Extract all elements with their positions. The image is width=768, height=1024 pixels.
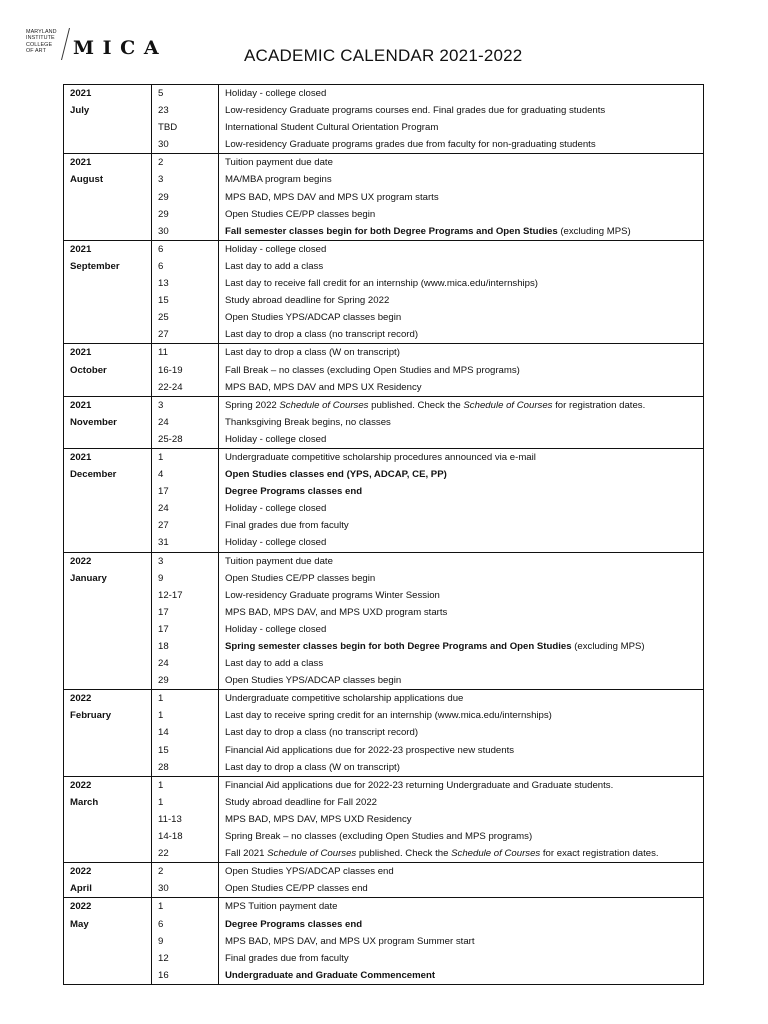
- event-text: Open Studies CE/PP classes begin: [225, 572, 376, 584]
- entry-date: 1: [158, 796, 164, 808]
- event-text: Tuition payment due date: [225, 157, 333, 169]
- entry-date: 22-24: [158, 381, 183, 393]
- event-text: Last day to drop a class (W on transcript): [225, 761, 400, 773]
- event-text: Undergraduate competitive scholarship applications due: [225, 693, 464, 705]
- month-label: August: [70, 174, 104, 186]
- events-cell: [219, 240, 704, 344]
- event-text: Study abroad deadline for Fall 2022: [225, 796, 378, 808]
- logo-mark: M I C A: [73, 37, 160, 59]
- event-text: Open Studies CE/PP classes begin: [225, 208, 376, 220]
- event-text: Final grades due from faculty: [225, 952, 349, 964]
- event-text: Schedule of Courses: [451, 848, 541, 860]
- entry-date: 24: [158, 658, 169, 670]
- entry-event: [219, 967, 703, 984]
- entry-date: 11: [158, 347, 168, 359]
- entry-event: [219, 275, 703, 292]
- year-label: 2022: [70, 779, 92, 791]
- entry-event: [219, 916, 703, 933]
- event-text: Schedule of Courses: [463, 399, 553, 411]
- event-text: MPS BAD, MPS DAV, and MPS UX program Summer start: [225, 935, 475, 947]
- entry-event: [219, 587, 703, 604]
- entry-event: [219, 863, 703, 880]
- month-cell: [64, 240, 152, 344]
- entry-date: 27: [158, 520, 169, 532]
- event-text: MPS BAD, MPS DAV and MPS UX Residency: [225, 381, 422, 393]
- entry-date: 13: [158, 278, 169, 290]
- event-text: Spring Break – no classes (excluding Open Studies and MPS programs): [225, 831, 533, 843]
- entry-date: 2: [158, 866, 164, 878]
- entry-event: [219, 811, 703, 828]
- entry-date: 17: [158, 606, 169, 618]
- logo-line: MARYLAND: [26, 29, 57, 35]
- event-text: Open Studies YPS/ADCAP classes begin: [225, 675, 402, 687]
- event-text: for exact registration dates.: [540, 848, 659, 860]
- entry-date: 29: [158, 191, 169, 203]
- entry-event: [219, 326, 703, 343]
- entry-event: [219, 431, 703, 448]
- entry-event: [219, 379, 703, 396]
- entry-date: 16-19: [158, 364, 183, 376]
- entry-event: [219, 466, 703, 483]
- entry-event: [219, 655, 703, 672]
- year-label: 2022: [70, 866, 92, 878]
- entry-date: 28: [158, 761, 169, 773]
- entry-date: 22: [158, 848, 169, 860]
- entry-event: [219, 171, 703, 188]
- dates-cell: [152, 898, 219, 984]
- entry-event: [219, 707, 703, 724]
- event-text: Financial Aid applications due for 2022-23 returning Undergraduate and Graduate students.: [225, 779, 614, 791]
- event-text: published. Check the: [368, 399, 464, 411]
- year-label: 2021: [70, 399, 92, 411]
- entry-date: 1: [158, 901, 164, 913]
- event-text: published. Check the: [356, 848, 452, 860]
- event-text: Thanksgiving Break begins, no classes: [225, 416, 391, 428]
- event-text: Holiday - college closed: [225, 503, 327, 515]
- month-row-july: [64, 85, 704, 154]
- entry-date: 5: [158, 88, 164, 99]
- entry-date: 15: [158, 295, 169, 307]
- month-label: December: [70, 469, 117, 481]
- month-row-september: [64, 240, 704, 344]
- entry-date: 25: [158, 312, 169, 324]
- entry-date: 17: [158, 623, 169, 635]
- month-cell: [64, 448, 152, 552]
- logo-line: OF ART: [26, 47, 46, 54]
- entry-event: [219, 449, 703, 466]
- dates-cell: [152, 552, 219, 690]
- month-cell: [64, 863, 152, 898]
- event-text: MPS Tuition payment date: [225, 901, 338, 913]
- dates-cell: [152, 690, 219, 776]
- entry-event: [219, 258, 703, 275]
- entry-event: [219, 85, 703, 102]
- entry-date: 16: [158, 969, 169, 981]
- month-row-november: [64, 396, 704, 448]
- entry-date: 17: [158, 486, 169, 498]
- event-text: Open Studies classes end (YPS, ADCAP, CE, PP): [225, 469, 447, 481]
- month-row-march: [64, 776, 704, 862]
- entry-date: 3: [158, 399, 164, 411]
- year-label: 2022: [70, 693, 92, 705]
- event-text: Fall Break – no classes (excluding Open Studies and MPS programs): [225, 364, 520, 376]
- logo-wordmark: [26, 29, 57, 54]
- entry-event: [219, 898, 703, 915]
- event-text: Degree Programs classes end: [225, 918, 363, 930]
- event-text: Last day to receive spring credit for an internship (www.mica.edu/internships): [225, 710, 552, 722]
- entry-event: [219, 950, 703, 967]
- entry-event: [219, 292, 703, 309]
- event-text: Undergraduate and Graduate Commencement: [225, 969, 436, 981]
- entry-date: 6: [158, 918, 164, 930]
- month-row-october: [64, 344, 704, 396]
- entry-event: [219, 534, 703, 551]
- event-text: Low-residency Graduate programs Winter Session: [225, 589, 440, 601]
- event-text: Fall semester classes begin for both Degree Programs and Open Studies: [225, 225, 558, 237]
- entry-event: [219, 742, 703, 759]
- entry-event: [219, 759, 703, 776]
- event-text: for registration dates.: [552, 399, 646, 411]
- year-label: 2022: [70, 555, 92, 567]
- event-text: Degree Programs classes end: [225, 486, 363, 498]
- entry-date: 6: [158, 260, 164, 272]
- academic-calendar-table: [63, 84, 704, 985]
- entry-event: [219, 672, 703, 689]
- entry-date: 11-13: [158, 813, 182, 825]
- event-text: Tuition payment due date: [225, 555, 333, 567]
- entry-date: 4: [158, 469, 164, 481]
- entry-date: 1: [158, 779, 164, 791]
- entry-event: [219, 154, 703, 171]
- month-row-april: [64, 863, 704, 898]
- entry-event: [219, 362, 703, 379]
- events-cell: [219, 552, 704, 690]
- month-cell: [64, 85, 152, 154]
- entry-event: [219, 638, 703, 655]
- entry-event: [219, 690, 703, 707]
- entry-event: [219, 397, 703, 414]
- month-label: October: [70, 364, 107, 376]
- events-cell: [219, 898, 704, 984]
- month-cell: [64, 690, 152, 776]
- event-text: Last day to add a class: [225, 658, 324, 670]
- event-text: Study abroad deadline for Spring 2022: [225, 295, 390, 307]
- entry-event: [219, 241, 703, 258]
- entry-event: [219, 119, 703, 136]
- event-text: Final grades due from faculty: [225, 520, 349, 532]
- event-text: Last day to add a class: [225, 260, 324, 272]
- entry-date: 2: [158, 157, 164, 169]
- month-cell: [64, 552, 152, 690]
- dates-cell: [152, 448, 219, 552]
- entry-event: [219, 604, 703, 621]
- entry-date: 14: [158, 727, 169, 739]
- entry-date: 14-18: [158, 831, 183, 843]
- entry-event: [219, 223, 703, 240]
- event-text: Holiday - college closed: [225, 623, 327, 635]
- events-cell: [219, 396, 704, 448]
- year-label: 2021: [70, 451, 92, 463]
- entry-event: [219, 621, 703, 638]
- event-text: Spring semester classes begin for both Degree Programs and Open Studies: [225, 641, 572, 652]
- event-text: MPS BAD, MPS DAV, and MPS UXD program starts: [225, 606, 448, 618]
- mica-logo: [26, 28, 166, 62]
- event-text: MPS BAD, MPS DAV, MPS UXD Residency: [225, 813, 412, 825]
- entry-date: 18: [158, 641, 169, 652]
- month-label: January: [70, 572, 107, 584]
- entry-date: 1: [158, 693, 164, 705]
- event-text: Spring 2022: [225, 399, 280, 411]
- entry-date: 29: [158, 208, 169, 220]
- month-cell: [64, 154, 152, 240]
- entry-event: [219, 845, 703, 862]
- entry-date: 12: [158, 952, 169, 964]
- entry-date: 30: [158, 139, 169, 151]
- entry-event: [219, 136, 703, 153]
- month-label: May: [70, 918, 89, 930]
- dates-cell: [152, 863, 219, 898]
- entry-event: [219, 553, 703, 570]
- entry-event: [219, 933, 703, 950]
- event-text: Last day to drop a class (no transcript record): [225, 727, 419, 739]
- dates-cell: [152, 776, 219, 862]
- dates-cell: [152, 240, 219, 344]
- month-label: April: [70, 883, 92, 895]
- dates-cell: [152, 396, 219, 448]
- entry-date: 1: [158, 710, 164, 722]
- entry-event: [219, 880, 703, 897]
- dates-cell: [152, 344, 219, 396]
- logo-slash: [61, 28, 70, 60]
- entry-event: [219, 724, 703, 741]
- entry-event: [219, 102, 703, 119]
- entry-date: 1: [158, 451, 164, 463]
- entry-date: TBD: [158, 122, 178, 134]
- entry-date: 29: [158, 675, 169, 687]
- entry-date: 30: [158, 225, 169, 237]
- entry-event: [219, 570, 703, 587]
- month-label: September: [70, 260, 120, 272]
- entry-event: [219, 414, 703, 431]
- year-label: 2021: [70, 88, 92, 99]
- entry-date: 24: [158, 503, 169, 515]
- year-label: 2021: [70, 243, 92, 255]
- event-text: (excluding MPS): [571, 641, 645, 652]
- entry-event: [219, 828, 703, 845]
- entry-date: 24: [158, 416, 169, 428]
- event-text: Low-residency Graduate programs grades due from faculty for non-graduating students: [225, 139, 596, 151]
- year-label: 2022: [70, 901, 92, 913]
- month-label: March: [70, 796, 99, 808]
- events-cell: [219, 85, 704, 154]
- month-row-january: [64, 552, 704, 690]
- year-label: 2021: [70, 347, 92, 359]
- event-text: MPS BAD, MPS DAV and MPS UX program starts: [225, 191, 439, 203]
- event-text: Last day to drop a class (no transcript record): [225, 329, 419, 341]
- event-text: MA/MBA program begins: [225, 174, 332, 186]
- entry-event: [219, 517, 703, 534]
- event-text: Holiday - college closed: [225, 537, 327, 549]
- month-cell: [64, 776, 152, 862]
- event-text: Schedule of Courses: [267, 848, 357, 860]
- entry-date: 3: [158, 174, 164, 186]
- entry-date: 9: [158, 572, 164, 584]
- event-text: Open Studies YPS/ADCAP classes begin: [225, 312, 402, 324]
- entry-date: 9: [158, 935, 164, 947]
- month-row-february: [64, 690, 704, 776]
- month-label: July: [70, 105, 90, 117]
- entry-event: [219, 206, 703, 223]
- entry-event: [219, 794, 703, 811]
- entry-date: 15: [158, 744, 169, 756]
- event-text: Schedule of Courses: [279, 399, 369, 411]
- month-cell: [64, 898, 152, 984]
- events-cell: [219, 776, 704, 862]
- month-label: November: [70, 416, 117, 428]
- entry-date: 12-17: [158, 589, 183, 601]
- year-label: 2021: [70, 157, 92, 169]
- events-cell: [219, 154, 704, 240]
- entry-date: 3: [158, 555, 164, 567]
- event-text: Fall 2021: [225, 848, 268, 860]
- entry-date: 23: [158, 105, 169, 117]
- logo-line: INSTITUTE: [26, 35, 55, 42]
- event-text: (excluding MPS): [557, 225, 631, 237]
- entry-date: 6: [158, 243, 164, 255]
- event-text: Last day to drop a class (W on transcript): [225, 347, 400, 359]
- entry-date: 30: [158, 883, 169, 895]
- dates-cell: [152, 85, 219, 154]
- event-text: International Student Cultural Orientation Program: [225, 122, 439, 134]
- event-text: Low-residency Graduate programs courses end. Final grades due for graduating students: [225, 105, 606, 117]
- month-row-may: [64, 898, 704, 984]
- month-row-december: [64, 448, 704, 552]
- entry-date: 31: [158, 537, 169, 549]
- event-text: Open Studies YPS/ADCAP classes end: [225, 866, 394, 878]
- entry-date: 27: [158, 329, 169, 341]
- entry-event: [219, 344, 703, 361]
- month-cell: [64, 344, 152, 396]
- events-cell: [219, 448, 704, 552]
- month-label: February: [70, 710, 112, 722]
- page-title: ACADEMIC CALENDAR 2021-2022: [244, 46, 523, 65]
- event-text: Holiday - college closed: [225, 433, 327, 445]
- calendar-body: [64, 85, 704, 985]
- month-cell: [64, 396, 152, 448]
- event-text: Financial Aid applications due for 2022-23 prospective new students: [225, 744, 515, 756]
- event-text: Open Studies CE/PP classes end: [225, 883, 368, 895]
- logo-line: COLLEGE: [26, 41, 53, 48]
- event-text: Undergraduate competitive scholarship procedures announced via e-mail: [225, 451, 536, 463]
- entry-event: [219, 500, 703, 517]
- entry-event: [219, 483, 703, 500]
- entry-event: [219, 777, 703, 794]
- events-cell: [219, 863, 704, 898]
- events-cell: [219, 344, 704, 396]
- entry-date: 25-28: [158, 433, 183, 445]
- event-text: Holiday - college closed: [225, 243, 327, 255]
- event-text: Last day to receive fall credit for an internship (www.mica.edu/internships): [225, 278, 539, 290]
- dates-cell: [152, 154, 219, 240]
- entry-event: [219, 189, 703, 206]
- events-cell: [219, 690, 704, 776]
- event-text: Holiday - college closed: [225, 88, 327, 99]
- entry-event: [219, 309, 703, 326]
- month-row-august: [64, 154, 704, 240]
